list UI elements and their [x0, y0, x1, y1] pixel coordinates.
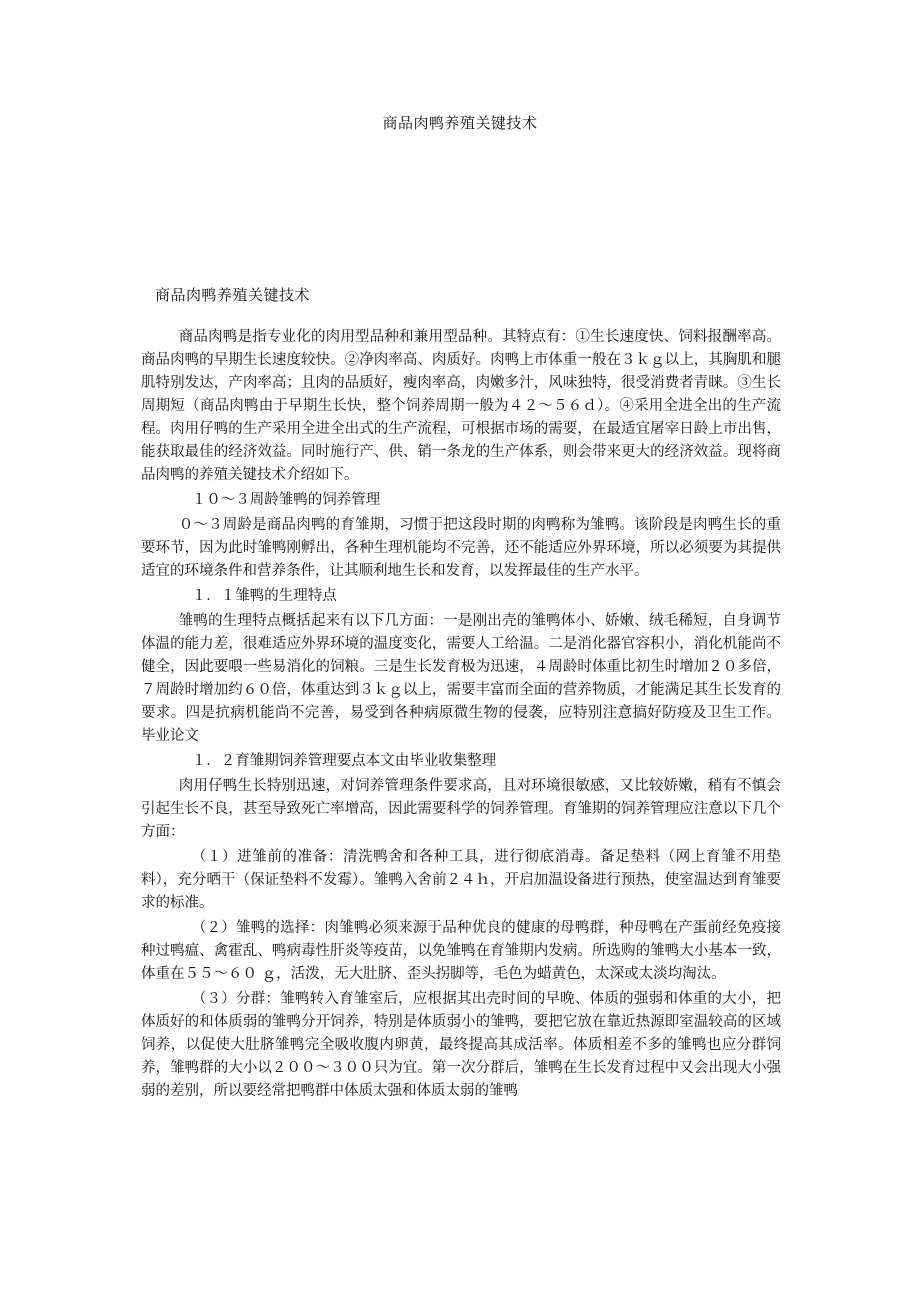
document-body [141, 326, 781, 1103]
list-item-grouping: （３）分群：雏鸭转入育雏室后，应根据其出壳时间的早晚、体质的强弱和体重的大小，把体质好的和体质弱的雏鸭分开饲养，特别是体质弱小的雏鸭，要把它放在靠近热源即室温较高的区域饲养，以促使大肚脐雏鸭完全吸收腹内卵黄，最终提高其成活率。体质相差不多的雏鸭也应分群饲养，雏鸭群的大小以２００～３００只为宜。第一次分群后，雏鸭在生长发育过程中又会出现大小强弱的差别，所以要经常把鸭群中体质太强和体质太弱的雏鸭 [141, 991, 781, 1099]
paragraph-physiology: 雏鸭的生理特点概括起来有以下几方面：一是刚出壳的雏鸭体小、娇嫩、绒毛稀短，自身调节体温的能力差，很难适应外界环境的温度变化，需要人工给温。二是消化器官容积小，消化机能尚不健全，因此要喂一些易消化的饲粮。三是生长发育极为迅速，４周龄时体重比初生时增加２０多倍，７周龄时增加约６０倍，体重达到３ｋｇ以上，需要丰富而全面的营养物质，才能满足其生长发育的要求。四是抗病机能尚不完善，易受到各种病原微生物的侵袭，应特别注意搞好防疫及卫生工作。 毕业论文 [141, 613, 781, 744]
list-item-selection: （２）雏鸭的选择：肉雏鸭必须来源于品种优良的健康的母鸭群，种母鸭在产蛋前经免疫接种过鸭瘟、禽霍乱、鸭病毒性肝炎等疫苗，以免雏鸭在育雏期内发病。所选购的雏鸭大小基本一致，体重在５５～６０ ｇ，活泼，无大肚脐、歪头拐脚等，毛色为蜡黄色，太深或太淡均淘汰。 [141, 920, 781, 982]
paragraph-management: 肉用仔鸭生长特别迅速，对饲养管理条件要求高，且对环境很敏感，又比较娇嫩，稍有不慎会引起生长不良，甚至导致死亡率增高，因此需要科学的饲养管理。育雏期的饲养管理应注意以下几个方面： [141, 778, 781, 840]
subheading-1: １０～３周龄雏鸭的饲养管理 [191, 492, 381, 508]
list-item-preparation: （１）进雏前的准备：清洗鸭舍和各种工具，进行彻底消毒。备足垫料（网上育雏不用垫料），充分晒干（保证垫料不发霉）。雏鸭入舍前２４ｈ，开启加温设备进行预热，使室温达到育雏要求的标准。 [141, 849, 781, 911]
paragraph-intro: 商品肉鸭是指专业化的肉用型品种和兼用型品种。其特点有：①生长速度快、饲料报酬率高。商品肉鸭的早期生长速度较快。②净肉率高、肉质好。肉鸭上市体重一般在３ｋｇ以上，其胸肌和腿肌特别发达，产肉率高；且肉的品质好，瘦肉率高，肉嫩多汁，风味独特，很受消费者青睐。③生长周期短（商品肉鸭由于早期生长快，整个饲养周期一般为４２～５６ｄ）。④采用全进全出的生产流程。肉用仔鸭的生产采用全进全出式的生产流程，可根据市场的需要，在最适宜屠宰日龄上市出售，能获取最佳的经济效益。同时施行产、供、销一条龙的生产体系，则会带来更大的经济效益。现将商品肉鸭的养殖关键技术介绍如下。 [141, 329, 781, 483]
subheading-1-1: １．１雏鸭的生理特点 [191, 588, 337, 604]
document-title: 商品肉鸭养殖关键技术 [382, 114, 538, 132]
section-heading: 商品肉鸭养殖关键技术 [155, 286, 311, 304]
subheading-1-2: １．２育雏期饲养管理要点本文由毕业收集整理 [191, 753, 497, 769]
paragraph-brooding: ０～３周龄是商品肉鸭的育雏期，习惯于把这段时期的肉鸭称为雏鸭。该阶段是肉鸭生长的重要环节，因为此时雏鸭刚孵出，各种生理机能均不完善，还不能适应外界环境，所以必须要为其提供适宜的环境条件和营养条件，让其顺利地生长和发育，以发挥最佳的生产水平。 [141, 517, 781, 579]
